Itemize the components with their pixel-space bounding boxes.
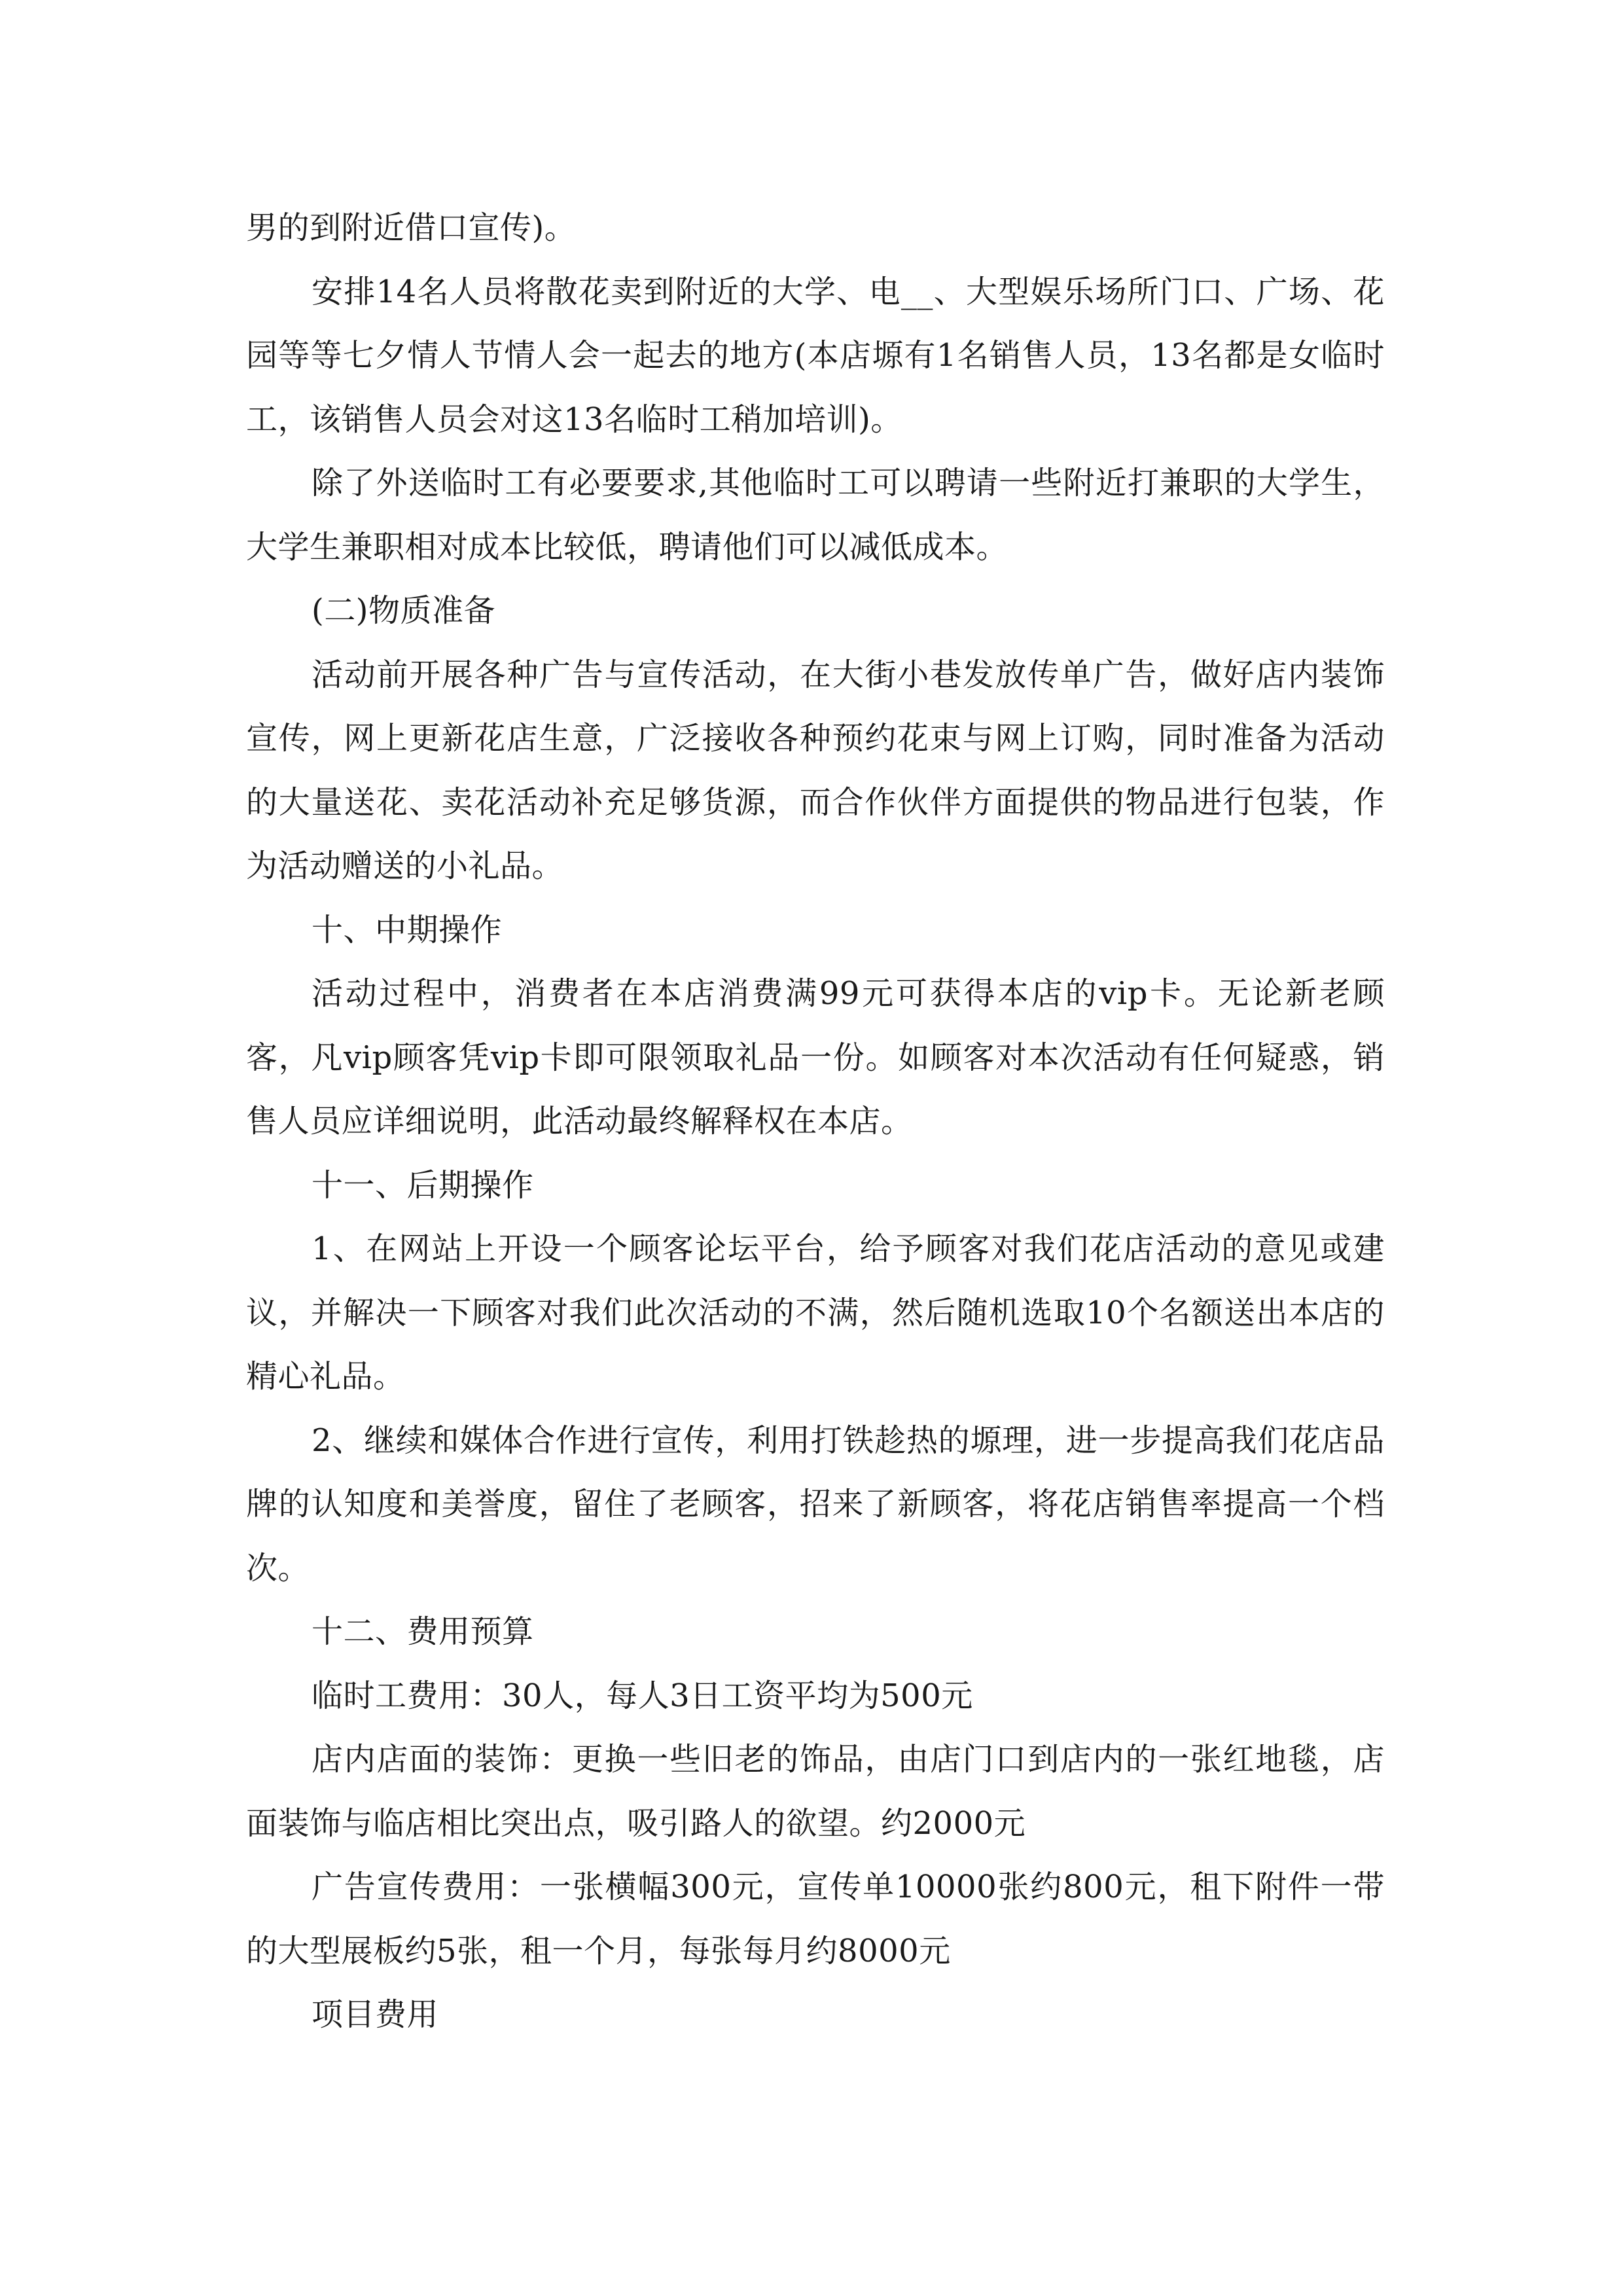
heading-budget: 十二、费用预算 <box>312 1613 534 1650</box>
paragraph-media-cooperation: 2、继续和媒体合作进行宣传，利用打铁趁热的塬理，进一步提高我们花店品牌的认知度和美誉度，留住了老顾客，招来了新顾客，将花店销售率提高一个档次。 <box>246 1422 1385 1587</box>
paragraph-staff-arrangement: 安排14名人员将散花卖到附近的大学、电__、大型娱乐场所门口、广场、花园等等七夕情人节情人会一起去的地方(本店塬有1名销售人员，13名都是女临时工，该销售人员会对这13名临时工稍加培训)。 <box>246 273 1385 438</box>
paragraph-temp-worker-cost: 临时工费用：30人，每人3日工资平均为500元 <box>312 1677 973 1714</box>
paragraph-decoration-cost: 店内店面的装饰：更换一些旧老的饰品，由店门口到店内的一张红地毯，店面装饰与临店相比突出点，吸引路人的欲望。约2000元 <box>246 1741 1385 1842</box>
paragraph-continuation: 男的到附近借口宣传)。 <box>246 209 577 246</box>
paragraph-advertising-cost: 广告宣传费用：一张横幅300元，宣传单10000张约800元，租下附件一带的大型展板约5张，租一个月，每张每月约8000元 <box>246 1869 1385 1969</box>
paragraph-advertising-preparation: 活动前开展各种广告与宣传活动，在大街小巷发放传单广告，做好店内装饰宣传，网上更新花店生意，广泛接收各种预约花束与网上订购，同时准备为活动的大量送花、卖花活动补充足够货源，而合作伙伴方面提供的物品进行包装，作为活动赠送的小礼品。 <box>246 656 1385 884</box>
paragraph-project-cost: 项目费用 <box>312 1996 439 2033</box>
heading-late-operation: 十一、后期操作 <box>312 1166 534 1204</box>
paragraph-part-time-students: 除了外送临时工有必要要求,其他临时工可以聘请一些附近打兼职的大学生，大学生兼职相对成本比较低，聘请他们可以减低成本。 <box>246 465 1385 565</box>
heading-mid-term-operation: 十、中期操作 <box>312 911 503 948</box>
paragraph-vip-card: 活动过程中，消费者在本店消费满99元可获得本店的vip卡。无论新老顾客，凡vip顾客凭vip卡即可限领取礼品一份。如顾客对本次活动有任何疑惑，销售人员应详细说明，此活动最终解释权在本店。 <box>246 975 1385 1139</box>
document-body <box>246 196 1385 2047</box>
paragraph-customer-forum: 1、在网站上开设一个顾客论坛平台，给予顾客对我们花店活动的意见或建议，并解决一下顾客对我们此次活动的不满，然后随机选取10个名额送出本店的精心礼品。 <box>246 1230 1385 1395</box>
heading-material-preparation: (二)物质准备 <box>312 592 495 629</box>
